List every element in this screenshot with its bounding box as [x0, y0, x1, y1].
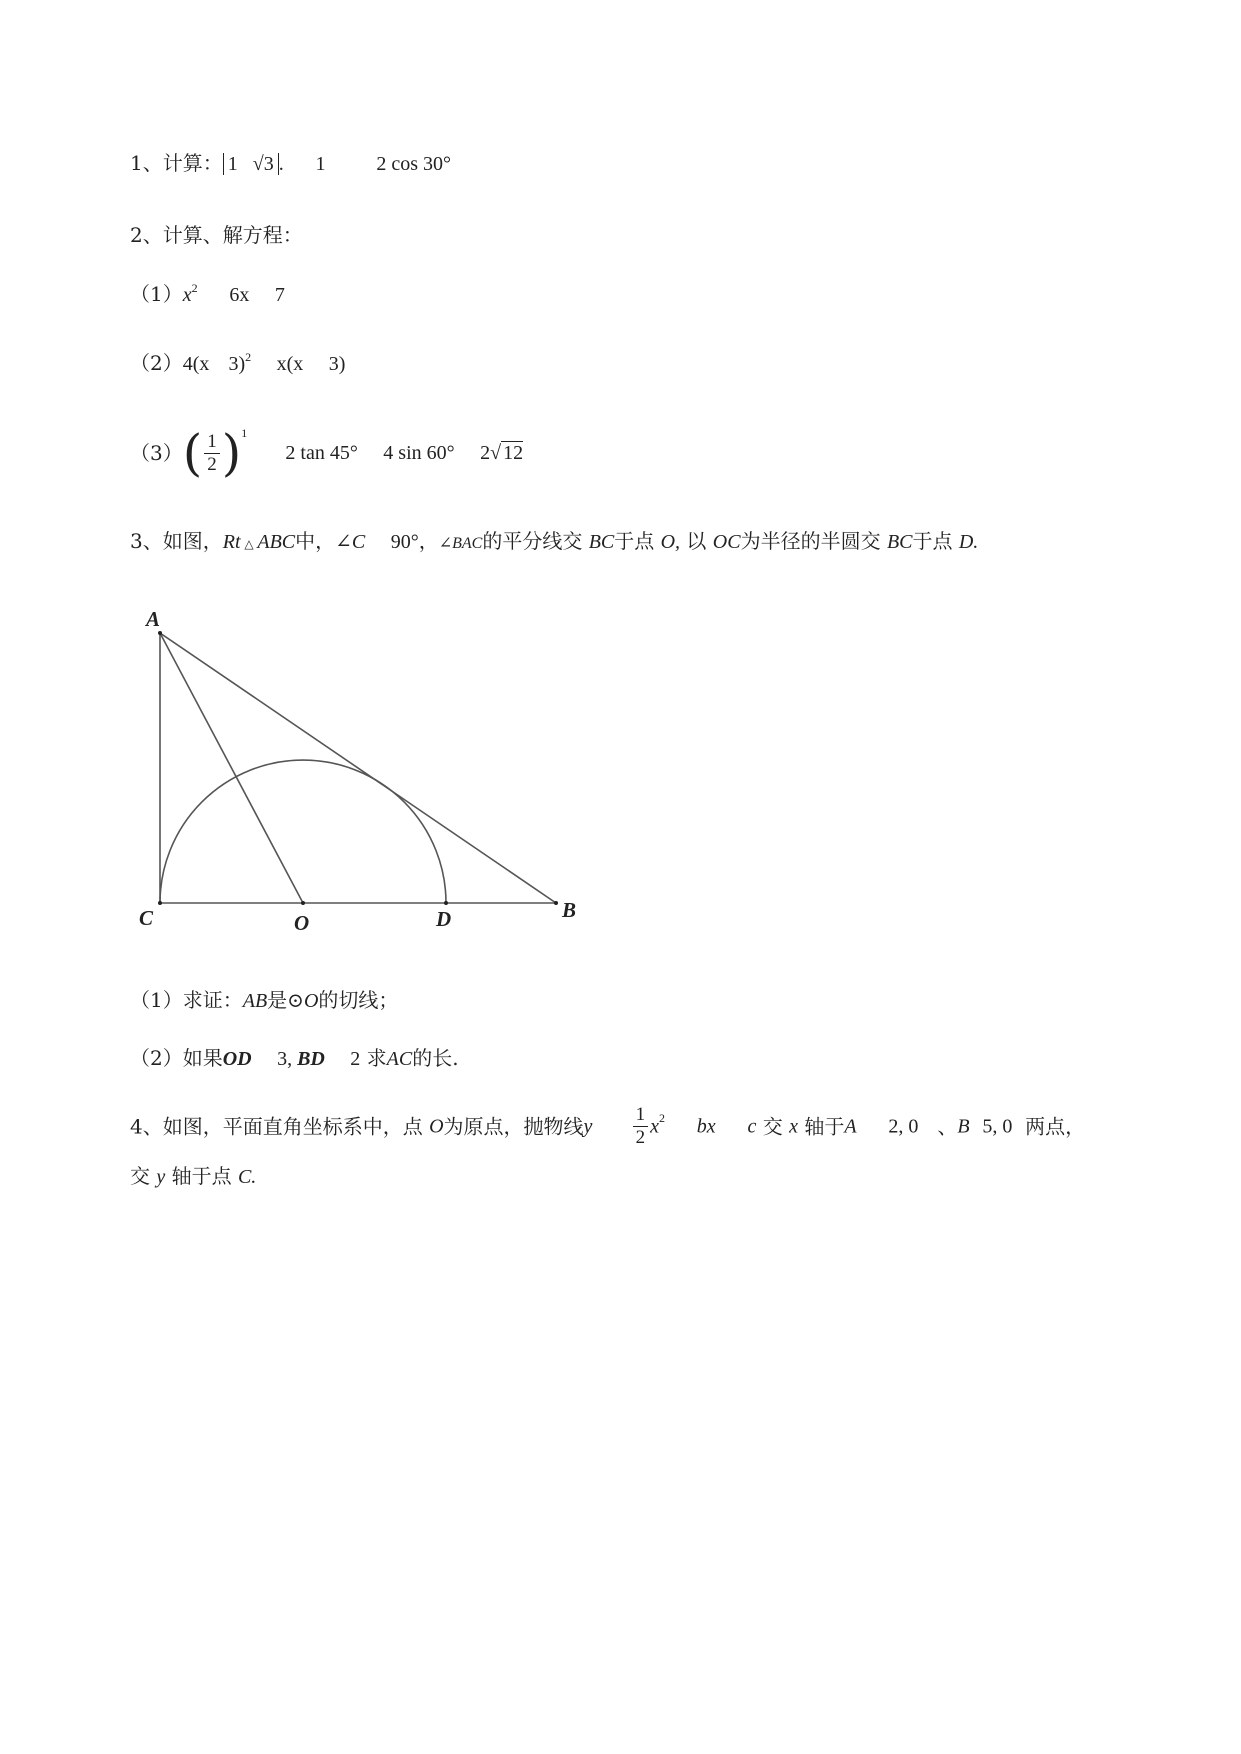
- q4-line2-b: 轴于点: [171, 1164, 232, 1188]
- q3-bc1: BC: [588, 531, 615, 553]
- label-a: A: [146, 607, 161, 631]
- q3-sub2-label: （2）如果: [130, 1046, 223, 1070]
- q2-p1-t4: 7: [274, 284, 285, 306]
- q3-sub1-ab: AB: [242, 990, 268, 1012]
- q1-abs-a: 1: [227, 153, 238, 175]
- point-d: [444, 901, 448, 905]
- q3-sub2-val2: 2: [350, 1048, 361, 1070]
- question-3-sub-1: [130, 990, 398, 1011]
- point-o: [301, 901, 305, 905]
- q3-angle-bac: ∠BAC: [438, 535, 483, 552]
- q4-e: 轴于: [804, 1114, 845, 1139]
- q4-d: 交: [762, 1114, 783, 1139]
- q4-pa-val: 2, 0: [888, 1115, 919, 1138]
- q1-m3: 2 cos 30°: [376, 153, 452, 175]
- q3-sub2-od: OD: [222, 1048, 252, 1070]
- q2-p2-label: （2）: [130, 351, 183, 375]
- q2-p3-t3: 2: [480, 442, 491, 464]
- q4-y: y: [583, 1115, 593, 1138]
- q2-p1-t2: 2: [191, 281, 198, 295]
- question-2-title: 2、计算、解方程：: [130, 223, 303, 247]
- q3-intro-a: 3、如图，: [130, 529, 223, 553]
- q3-intro-c: 的平分线交: [482, 529, 583, 553]
- q3-o: O,: [660, 531, 681, 553]
- q3-intro-e: 以: [686, 529, 707, 553]
- q4-num: 1: [633, 1104, 649, 1127]
- q4-x2: x: [650, 1115, 659, 1138]
- q3-sub1-label: （1）求证：: [130, 988, 243, 1012]
- segment-ab: [160, 633, 556, 903]
- q3-sub1-text: 是⊙: [267, 988, 304, 1012]
- q3-sub2-val: 3,: [277, 1048, 298, 1070]
- label-b: B: [562, 898, 577, 922]
- segment-ao: [160, 633, 303, 903]
- q4-pb: B: [957, 1115, 970, 1138]
- q2-p2-t4: x(x: [276, 353, 304, 375]
- q4-sq: 2: [658, 1110, 665, 1125]
- q4-fraction: [633, 1104, 649, 1149]
- q2-p2-t2: 3): [228, 353, 246, 375]
- q3-comma: ，: [418, 529, 439, 553]
- label-c: C: [139, 906, 154, 930]
- q3-sub2-bd: BD: [297, 1048, 325, 1070]
- q2-p3-exp: 1: [241, 425, 248, 440]
- q3-rt: Rt: [222, 531, 241, 553]
- q2-p1-t1: x: [182, 284, 192, 306]
- question-4-line-2: [130, 1166, 256, 1187]
- q3-tri: ABC: [257, 531, 296, 553]
- q3-sub1-end: 的切线；: [318, 988, 399, 1012]
- right-paren: ): [221, 424, 242, 482]
- q4-a: 4、如图，平面直角坐标系中，点: [130, 1114, 423, 1139]
- left-paren: (: [182, 424, 203, 482]
- q3-sub2-text: 求: [366, 1046, 387, 1070]
- q4-f: 、: [937, 1114, 958, 1139]
- semicircle-o: [160, 760, 446, 903]
- q3-sub2-end: 的长.: [412, 1046, 459, 1070]
- q4-x: x: [789, 1115, 798, 1138]
- q4-line2-y: y: [156, 1166, 166, 1188]
- q4-line2-c: C.: [237, 1166, 257, 1188]
- q4-pb-val: 5, 0: [982, 1115, 1013, 1138]
- q4-g: 两点，: [1025, 1114, 1086, 1139]
- q2-p1-t3: 6x: [229, 284, 250, 306]
- q4-line2-a: 交: [130, 1164, 150, 1188]
- q1-m1: .: [278, 153, 284, 175]
- q2-p1-label: （1）: [130, 282, 183, 306]
- question-3-sub-2: [130, 1048, 459, 1069]
- q2-p3-num: 1: [204, 431, 220, 454]
- q2-p2-t5: 3): [328, 353, 346, 375]
- q4-c: c: [747, 1115, 757, 1138]
- point-a: [158, 631, 162, 635]
- question-4-line-1: [130, 1104, 1085, 1149]
- label-d: D: [436, 907, 452, 931]
- q3-oc: OC: [712, 531, 741, 553]
- q2-p3-label: （3）: [130, 441, 183, 465]
- q4-pa: A: [844, 1115, 857, 1138]
- q3-bc2: BC: [886, 531, 913, 553]
- q3-deg90: 90°: [390, 531, 419, 553]
- q4-den: 2: [635, 1127, 646, 1148]
- q4-bx: bx: [696, 1115, 716, 1138]
- q4-b: 为原点，抛物线: [443, 1114, 584, 1139]
- q3-d: D.: [958, 531, 979, 553]
- q3-sub1-o: O: [303, 990, 319, 1012]
- q3-intro-b: 中，: [295, 529, 336, 553]
- q1-label: 1、计算：: [130, 151, 223, 175]
- q3-sub2-ac: AC: [386, 1048, 413, 1070]
- q3-intro-g: 于点: [912, 529, 953, 553]
- point-c: [158, 901, 162, 905]
- q2-p2-t1: 4(x: [182, 353, 210, 375]
- q3-intro-f: 为半径的半圆交: [740, 529, 881, 553]
- q2-p3-t1: 2 tan 45°: [285, 442, 358, 464]
- q2-p3-t2: 4 sin 60°: [383, 442, 455, 464]
- q3-intro-d: 于点: [614, 529, 655, 553]
- point-b: [554, 901, 558, 905]
- q2-p3-sqrt-sign: √: [490, 442, 502, 464]
- triangle-icon: △: [240, 537, 258, 551]
- label-o: O: [294, 911, 310, 935]
- q2-p3-t4: 12: [503, 442, 524, 464]
- q1-abs-b: √3: [252, 153, 274, 175]
- q2-p2-t3: 2: [245, 350, 252, 364]
- q4-o: O: [429, 1115, 444, 1138]
- q3-angle-c: ∠C: [335, 531, 366, 553]
- q1-m2: 1: [315, 153, 326, 175]
- q2-p3-den: 2: [207, 453, 217, 475]
